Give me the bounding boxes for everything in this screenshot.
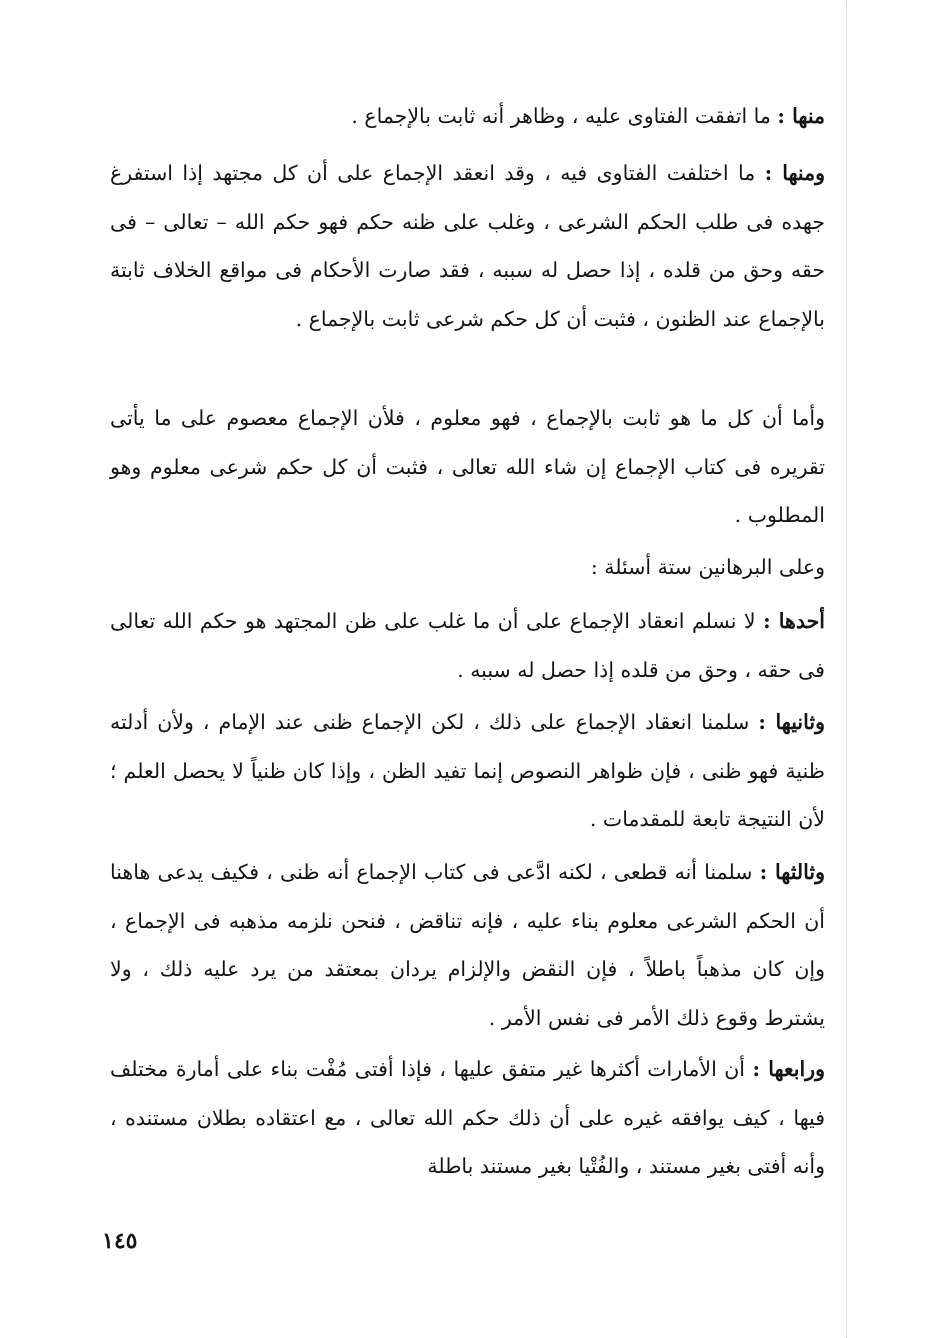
- paragraph-text: سلمنا انعقاد الإجماع على ذلك ، لكن الإجماع ظنى عند الإمام ، ولأن أدلته ظنية فهو ظنى ، فإن ظواهر النصوص إنما تفيد الظن ، وإذا كان ظنياً لا يحصل العلم ؛ لأن النتيجة تابعة للمقدمات .: [110, 710, 825, 831]
- paragraph-2: [110, 149, 825, 343]
- paragraph-5: [110, 597, 825, 694]
- paragraph-text: وأما أن كل ما هو ثابت بالإجماع ، فهو معلوم ، فلأن الإجماع معصوم على ما يأتى تقريره فى كتاب الإجماع إن شاء الله تعالى ، فثبت أن كل حكم شرعى معلوم وهو المطلوب .: [110, 406, 825, 527]
- paragraph-lead: وثالثها :: [759, 860, 826, 884]
- paragraph-text: ما اتفقت الفتاوى عليه ، وظاهر أنه ثابت بالإجماع .: [351, 104, 771, 128]
- paragraph-1: [110, 92, 825, 141]
- paragraph-7: [110, 848, 825, 1042]
- paragraph-3: [110, 394, 825, 540]
- scan-edge-line: [846, 0, 847, 1338]
- paragraph-text: وعلى البرهانين ستة أسئلة :: [590, 555, 825, 579]
- paragraph-lead: أحدها :: [763, 609, 825, 633]
- paragraph-text: ما اختلفت الفتاوى فيه ، وقد انعقد الإجماع على أن كل مجتهد إذا استفرغ جهده فى طلب الحكم الشرعى ، وغلب على ظنه حكم فهو حكم الله – تعالى – فى حقه وحق من قلده ، إذا حصل له سببه ، فقد صارت الأحكام فى مواقع الخلاف ثابتة بالإجماع عند الظنون ، فثبت أن كل حكم شرعى ثابت بالإجماع .: [110, 161, 825, 331]
- paragraph-text: لا نسلم انعقاد الإجماع على أن ما غلب على ظن المجتهد هو حكم الله تعالى فى حقه ، وحق من قلده إذا حصل له سببه .: [110, 609, 825, 682]
- page-number: ١٤٥: [102, 1228, 138, 1254]
- paragraph-text: سلمنا أنه قطعى ، لكنه ادَّعى فى كتاب الإجماع أنه ظنى ، فكيف يدعى هاهنا أن الحكم الشرعى معلوم بناء عليه ، فإنه تناقض ، فنحن نلزمه مذهبه فى الإجماع ، وإن كان مذهباً باطلاً ، فإن النقض والإلزام يردان بمعتقد من يرد عليه ذلك ، ولا يشترط وقوع ذلك الأمر فى نفس الأمر .: [110, 860, 825, 1030]
- paragraph-lead: ومنها :: [764, 161, 826, 185]
- paragraph-4: [110, 543, 825, 592]
- paragraph-6: [110, 698, 825, 844]
- paragraph-lead: ورابعها :: [752, 1057, 825, 1081]
- paragraph-lead: وثانيها :: [758, 710, 825, 734]
- paragraph-text: أن الأمارات أكثرها غير متفق عليها ، فإذا أفتى مُفْت بناء على أمارة مختلف فيها ، كيف يوافقه غيره على أن ذلك حكم الله تعالى ، مع اعتقاده بطلان مستنده ، وأنه أفتى بغير مستند ، والفُتْيا بغير مستند باطلة: [110, 1057, 825, 1178]
- paragraph-8: [110, 1045, 825, 1191]
- paragraph-lead: منها :: [777, 104, 825, 128]
